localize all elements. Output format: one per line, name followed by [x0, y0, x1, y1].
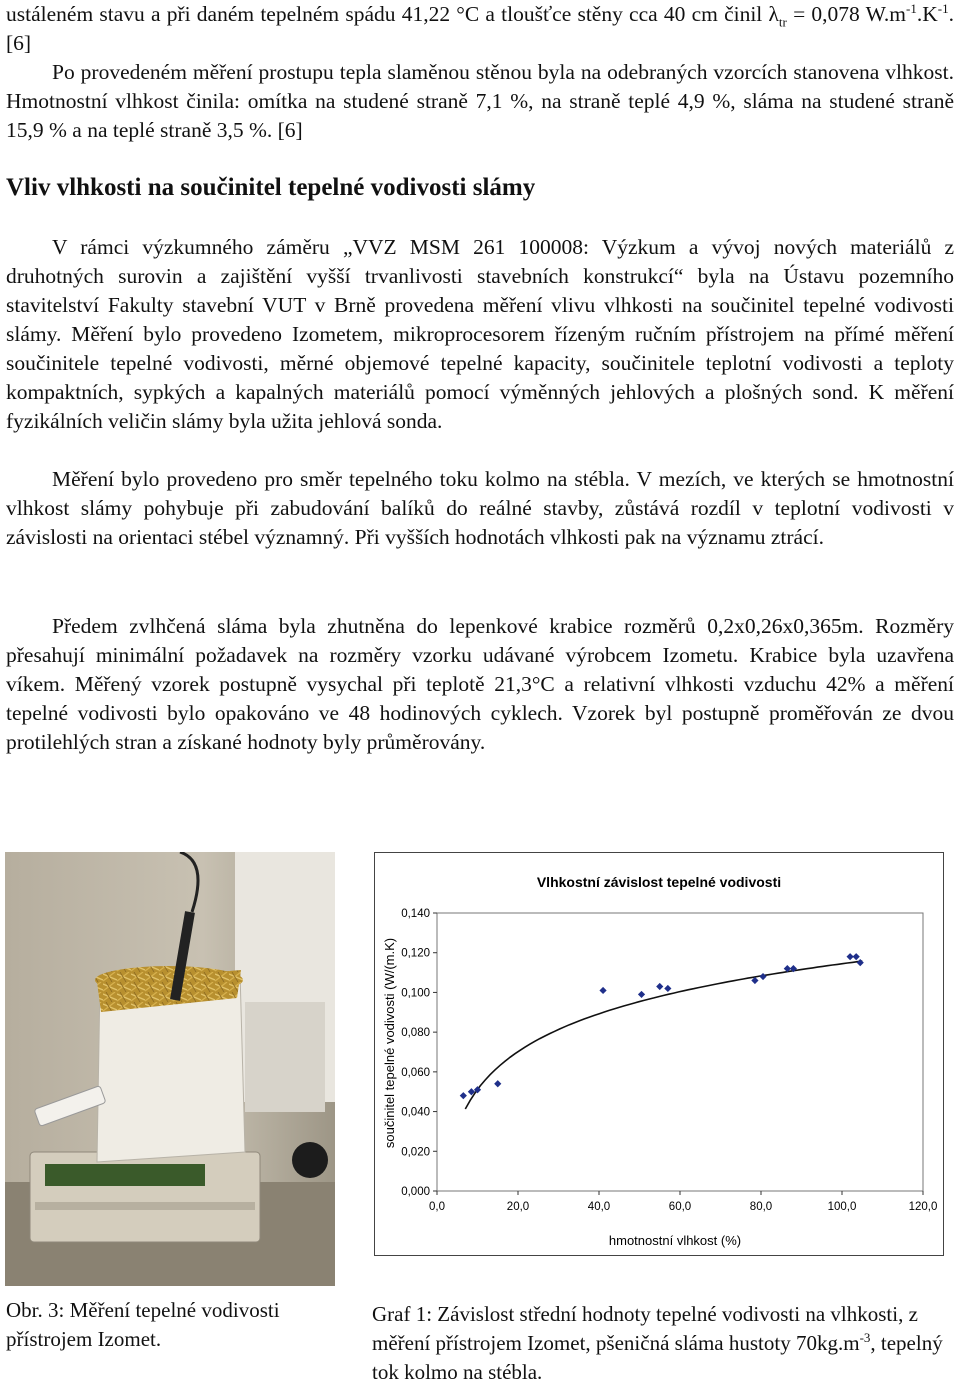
photo-caption: Obr. 3: Měření tepelné vodivosti přístrojem Izomet.: [6, 1298, 280, 1351]
chart-caption: [372, 1300, 947, 1387]
trend-line: [465, 961, 862, 1109]
paragraph-direction: Měření bylo provedeno pro směr tepelného toku kolmo na stébla. V mezích, ve kterých se hmotnostní vlhkost slámy pohybuje při zabudování balíků do reálné stavby, zůstává rozdíl v teplotní vodivosti v závislosti na orientaci stébel významný. Při vyšších hodnotách vlhkosti pak na významu ztrácí.: [6, 467, 954, 549]
x-tick-label: 60,0: [668, 1201, 692, 1213]
data-point: [494, 1080, 501, 1087]
data-point: [638, 991, 645, 998]
text-run: .K: [916, 2, 938, 26]
data-point: [857, 959, 864, 966]
x-tick-label: 20,0: [506, 1201, 530, 1213]
paragraph-research: V rámci výzkumného záměru „VVZ MSM 261 100008: Výzkum a vývoj nových materiálů z druhotných surovin a zajištění vyšší trvanlivosti stavebních konstrukcí“ byla na Ústavu pozemního stavitelství Fakulty stavební VUT v Brně provedena měření vlivu vlhkosti na součinitel tepelné vodivosti slámy. Měření bylo provedeno Izometem, mikroprocesorem řízeným ručním přístrojem na přímé měření součinitele tepelné vodivosti, měrné objemové tepelné kapacity, součinitele teplotní vodivosti a teploty kompaktních, sypkých a kapalných materiálů pomocí výměnných jehlových a plošných sond. K měření fyzikálních veličin slámy byla užita jehlová sonda.: [6, 235, 954, 433]
y-tick-label: 0,000: [401, 1186, 430, 1198]
y-tick-label: 0,020: [401, 1146, 430, 1159]
y-tick-label: 0,040: [401, 1106, 430, 1119]
y-tick-label: 0,060: [401, 1066, 430, 1079]
x-axis-label: hmotnostní vlhkost (%): [608, 1233, 742, 1248]
x-tick-label: 80,0: [749, 1201, 773, 1213]
measurement-photo: [5, 852, 335, 1286]
x-tick-label: 0,0: [429, 1201, 445, 1213]
text-run: ustáleném stavu a při daném tepelném spádu 41,22 °C a tloušťce stěny cca 40 cm činil λ: [6, 2, 779, 26]
text-run: = 0,078 W.m: [786, 2, 907, 26]
data-point: [853, 953, 860, 960]
data-point: [656, 983, 663, 990]
paragraph-moisture-measurement: Po provedeném měření prostupu tepla slaměnou stěnou byla na odebraných vzorcích stanovena vlhkost. Hmotnostní vlhkost činila: omítka na studené straně 7,1 %, na straně teplé 4,9 %, sláma na studené straně 15,9 % a na teplé straně 3,5 %. [6]: [6, 60, 954, 142]
x-tick-label: 100,0: [827, 1201, 857, 1213]
paragraph-continuation: [6, 0, 954, 58]
data-point: [664, 985, 671, 992]
data-point: [599, 987, 606, 994]
paragraph-sample: Předem zvlhčená sláma byla zhutněna do lepenkové krabice rozměrů 0,2x0,26x0,365m. Rozměry přesahují minimální požadavek na rozměry vzorku udávané výrobcem Izometu. Krabice byla uzavřena víkem. Měřený vzorek postupně vysychal při teplotě 21,3°C a relativní vlhkosti vzduchu 42% a měření tepelné vodivosti bylo opakováno ve 48 hodinových cyklech. Vzorek byl postupně proměřován ze dvou protilehlých stran a získané hodnoty byly průměrovány.: [6, 614, 954, 754]
chart-frame: [374, 852, 944, 1256]
photo-illustration: [5, 852, 335, 1286]
scatter-chart: [375, 853, 943, 1255]
chart-title: Vlhkostní závislost tepelné vodivosti: [536, 874, 782, 890]
y-tick-label: 0,120: [401, 947, 430, 960]
y-tick-label: 0,140: [401, 908, 430, 920]
caption-text: Graf 1: Závislost střední hodnoty tepelné vodivosti na vlhkosti, z měření přístrojem Izomet, pšeničná sláma hustoty 70kg.m: [372, 1302, 918, 1355]
chair: [245, 1002, 325, 1112]
x-tick-label: 40,0: [587, 1201, 611, 1213]
y-axis-label: součinitel tepelné vodivosti (W/(m.K): [382, 937, 397, 1149]
straw-top: [95, 966, 243, 994]
x-tick-label: 120,0: [908, 1201, 938, 1213]
caption-text: , tepelný tok kolmo na stébla.: [372, 1331, 943, 1384]
data-point: [759, 973, 766, 980]
caption-superscript: -3: [859, 1330, 871, 1345]
data-point: [460, 1092, 467, 1099]
superscript: -1: [906, 0, 917, 16]
text-run: . [6]: [6, 2, 954, 55]
superscript: -1: [937, 0, 949, 16]
y-tick-label: 0,100: [401, 987, 430, 1000]
section-heading: Vliv vlhkosti na součinitel tepelné vodivosti slámy: [6, 174, 536, 201]
black-knob: [292, 1142, 328, 1178]
instrument-keys: [35, 1202, 255, 1210]
instrument-display: [45, 1164, 205, 1186]
y-tick-label: 0,080: [401, 1027, 430, 1040]
subscript: tr: [778, 14, 787, 30]
